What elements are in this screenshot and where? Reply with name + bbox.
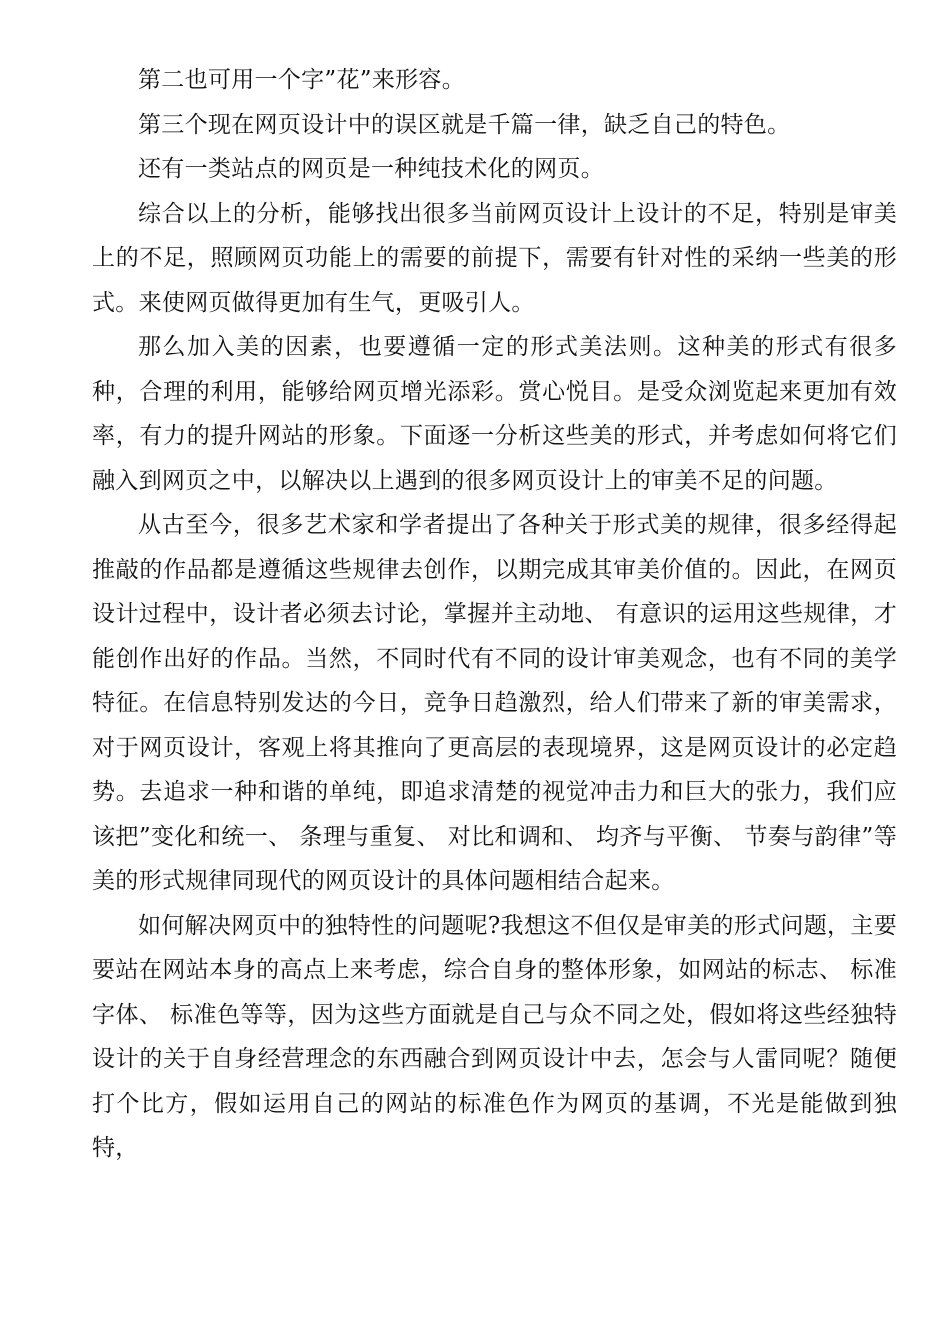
paragraph-6: 从古至今，很多艺术家和学者提出了各种关于形式美的规律，很多经得起推敲的作品都是遵循这些规律去创作，以期完成其审美价值的。因此，在网页设计过程中，设计者必须去讨论，掌握并主动地、 有意识的运用这些规律，才能创作出好的作品。当然，不同时代有不同的设计审美观念，也有不同的美学特征。在信息特别发达的今日，竞争日趋激烈，给人们带来了新的审美需求，对于网页设计，客观上将其推向了更高层的表现境界，这是网页设计的必定趋势。去追求一种和谐的单纯，即追求清楚的视觉冲击力和巨大的张力，我们应该把”变化和统一、 条理与重复、 对比和调和、 均齐与平衡、 节奏与韵律”等美的形式规律同现代的网页设计的具体问题相结合起来。 — [92, 512, 897, 894]
paragraph-4: 综合以上的分析，能够找出很多当前网页设计上设计的不足，特别是审美上的不足，照顾网页功能上的需要的前提下，需要有针对性的采纳一些美的形式。来使网页做得更加有生气，更吸引人。 — [92, 200, 897, 316]
paragraph-2: 第三个现在网页设计中的误区就是千篇一律，缺乏自己的特色。 — [138, 111, 791, 138]
paragraph-7: 如何解决网页中的独特性的问题呢?我想这不但仅是审美的形式问题，主要要站在网站本身的高点上来考虑，综合自身的整体形象，如网站的标志、 标准字体、 标准色等等，因为这些方面就是自己与众不同之处，假如将这些经独特设计的关于自身经营理念的东西融合到网页设计中去，怎会与人雷同呢？随便打个比方，假如运用自己的网站的标准色作为网页的基调，不光是能做到独特， — [92, 912, 897, 1161]
paragraph-5: 那么加入美的因素，也要遵循一定的形式美法则。这种美的形式有很多种，合理的利用，能够给网页增光添彩。赏心悦目。是受众浏览起来更加有效率，有力的提升网站的形象。下面逐一分析这些美的形式，并考虑如何将它们融入到网页之中，以解决以上遇到的很多网页设计上的审美不足的问题。 — [92, 334, 897, 494]
document-page — [92, 58, 897, 1171]
paragraph-1: 第二也可用一个字”花”来形容。 — [138, 67, 466, 93]
paragraph-3: 还有一类站点的网页是一种纯技术化的网页。 — [138, 156, 604, 182]
